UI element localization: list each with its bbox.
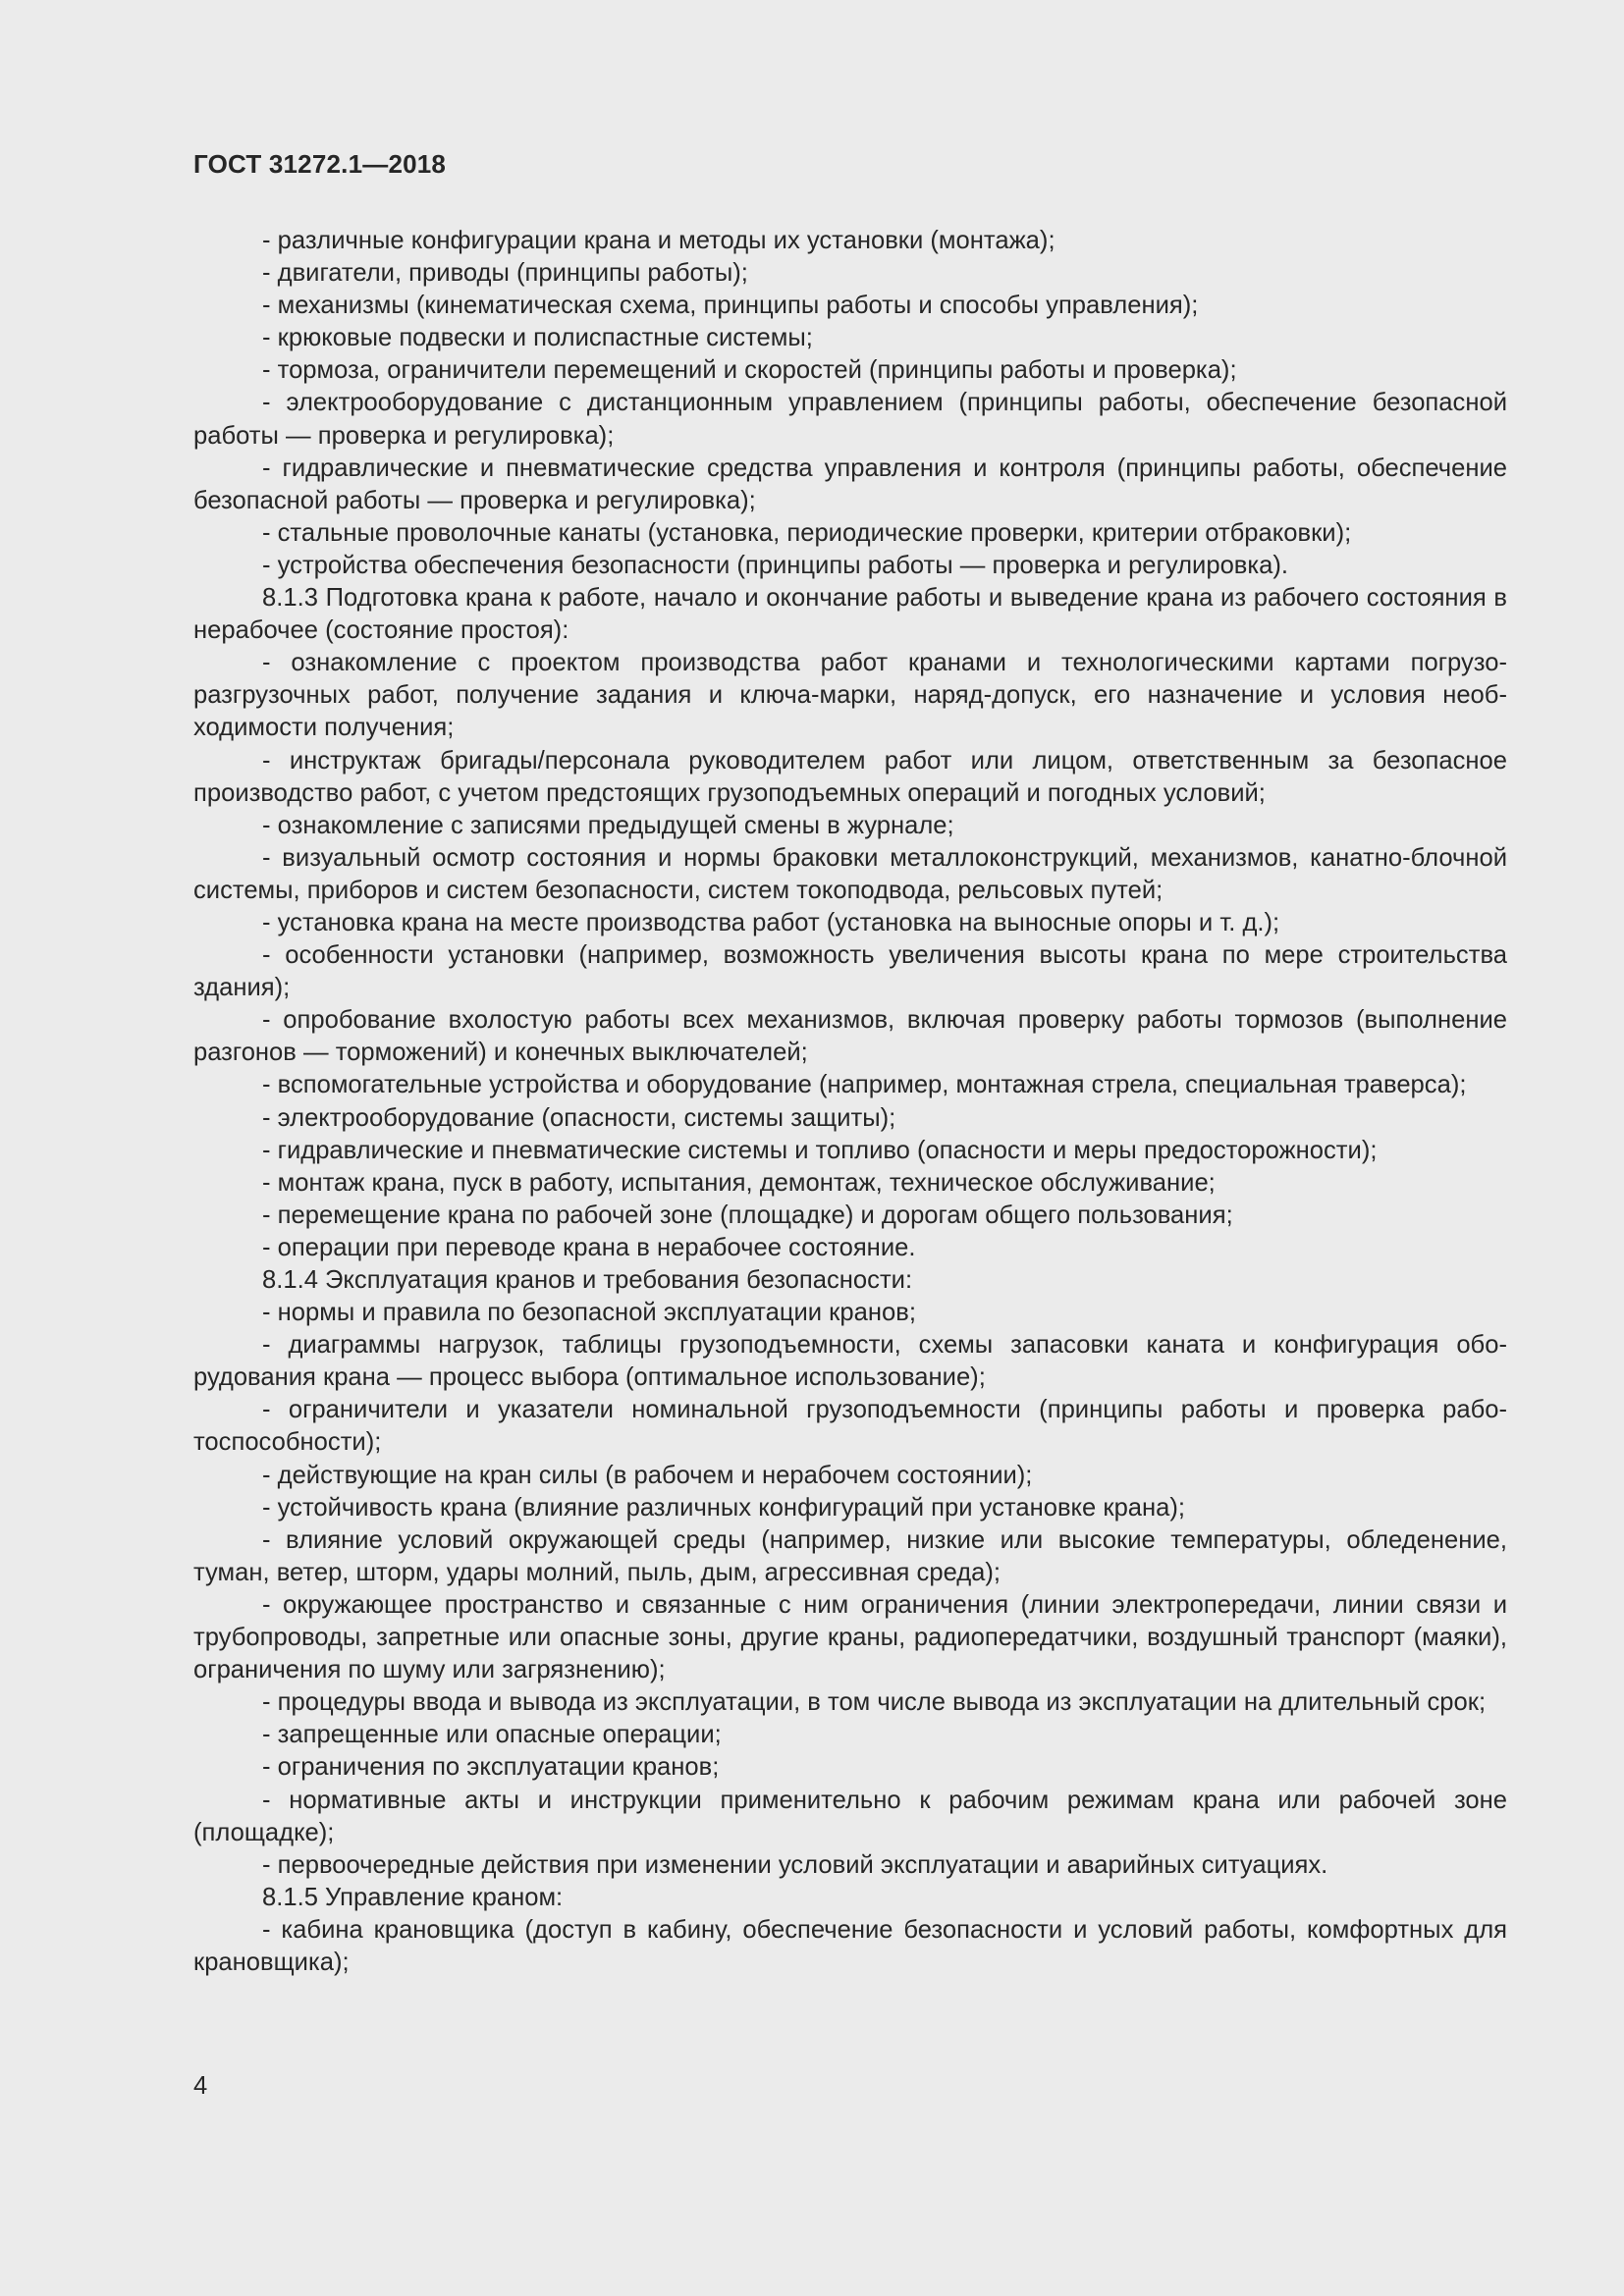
section-heading-8-1-3: 8.1.3 Подготовка крана к работе, начало и окончание работы и выведение крана из рабочего состояния в нерабочее (состояние простоя): <box>193 584 1507 645</box>
list-item: - двигатели, приводы (принципы работы); <box>262 259 748 288</box>
section-heading-8-1-4: 8.1.4 Эксплуатация кранов и требования безопасности: <box>262 1266 913 1294</box>
list-item: - визуальный осмотр состояния и нормы браковки металлоконструкций, механизмов, канатно-блочной системы, приборов и систем безопасности, систем токоподвода, рельсовых путей; <box>193 843 1507 904</box>
list-item: - диаграммы нагрузок, таблицы грузоподъемности, схемы запасовки каната и конфигурация оборудования крана — процесс выбора (оптимальное использование); <box>193 1331 1507 1392</box>
list-item: - вспомогательные устройства и оборудование (например, монтажная стрела, специальная траверса); <box>262 1071 1467 1099</box>
list-item: - ознакомление с записями предыдущей смены в журнале; <box>262 811 954 839</box>
list-item: - стальные проволочные канаты (установка, периодические проверки, критерии отбраковки); <box>262 518 1352 547</box>
list-item: - нормы и правила по безопасной эксплуатации кранов; <box>262 1299 916 1327</box>
list-item: - крюковые подвески и полиспастные системы; <box>262 324 813 352</box>
list-item: - инструктаж бригады/персонала руководителем работ или лицом, ответственным за безопасное производство работ, с учетом предстоящих грузоподъемных операций и погодных условий; <box>193 746 1507 807</box>
list-item: - действующие на кран силы (в рабочем и нерабочем состоянии); <box>262 1461 1033 1489</box>
section-heading-8-1-5: 8.1.5 Управление краном: <box>262 1883 564 1911</box>
list-item: - опробование вхолостую работы всех механизмов, включая проверку работы тормозов (выполнение разгонов — торможений) и конечных выключателей; <box>193 1006 1507 1067</box>
list-item: - окружающее пространство и связанные с ним ограничения (линии электропередачи, линии связи и трубопроводы, запретные или опасные зоны, другие краны, радиопередатчики, воздушный транспорт (маяки), ограничения по шуму или загрязнению); <box>193 1590 1507 1684</box>
document-body <box>193 225 1507 1979</box>
list-item: - механизмы (кинематическая схема, принципы работы и способы управления); <box>262 292 1199 320</box>
list-item: - особенности установки (например, возможность увеличения высоты крана по мере строительства здания); <box>193 941 1507 1002</box>
list-item: - первоочередные действия при изменении условий эксплуатации и аварийных ситуациях. <box>262 1850 1328 1879</box>
list-item: - операции при переводе крана в нерабочее состояние. <box>262 1233 916 1261</box>
list-item: - влияние условий окружающей среды (например, низкие или высокие температуры, обледенение, туман, ветер, шторм, удары молний, пыль, дым, агрессивная среда); <box>193 1525 1507 1586</box>
list-item: - запрещенные или опасные операции; <box>262 1721 722 1749</box>
page-number: 4 <box>193 2072 208 2100</box>
list-item: - электрооборудование с дистанционным управлением (принципы работы, обеспечение безопасной работы — проверка и регулировка); <box>193 389 1507 450</box>
list-item: - устойчивость крана (влияние различных конфигураций при установке крана); <box>262 1493 1186 1522</box>
list-item: - установка крана на месте производства работ (установка на выносные опоры и т. д.); <box>262 908 1280 936</box>
list-item: - ознакомление с проектом производства работ кранами и технологическими картами погрузо-разгрузочных работ, получение задания и ключа-марки, наряд-допуск, его назначение и условия необходимости получения; <box>193 649 1507 742</box>
list-item: - устройства обеспечения безопасности (принципы работы — проверка и регулировка). <box>262 551 1289 579</box>
list-item: - процедуры ввода и вывода из эксплуатации, в том числе вывода из эксплуатации на длительный срок; <box>262 1688 1487 1717</box>
list-item: - монтаж крана, пуск в работу, испытания, демонтаж, техническое обслуживание; <box>262 1168 1216 1197</box>
list-item: - перемещение крана по рабочей зоне (площадке) и дорогам общего пользования; <box>262 1201 1233 1229</box>
list-item: - гидравлические и пневматические системы и топливо (опасности и меры предосторожности); <box>262 1136 1378 1164</box>
list-item: - тормоза, ограничители перемещений и скоростей (принципы работы и проверка); <box>262 356 1237 385</box>
document-header: ГОСТ 31272.1—2018 <box>193 149 447 179</box>
list-item: - нормативные акты и инструкции применительно к рабочим режимам крана или рабочей зоне (площадке); <box>193 1786 1507 1846</box>
list-item: - ограничения по эксплуатации кранов; <box>262 1753 720 1782</box>
list-item: - гидравлические и пневматические средства управления и контроля (принципы работы, обеспечение безопасной работы — проверка и регулировка); <box>193 454 1507 514</box>
list-item: - кабина крановщика (доступ в кабину, обеспечение безопасности и условий работы, комфортных для крановщика); <box>193 1915 1507 1976</box>
list-item: - электрооборудование (опасности, системы защиты); <box>262 1103 896 1132</box>
list-item: - различные конфигурации крана и методы их установки (монтажа); <box>262 227 1056 254</box>
list-item: - ограничители и указатели номинальной грузоподъемности (принципы работы и проверка работоспособности); <box>193 1396 1507 1457</box>
